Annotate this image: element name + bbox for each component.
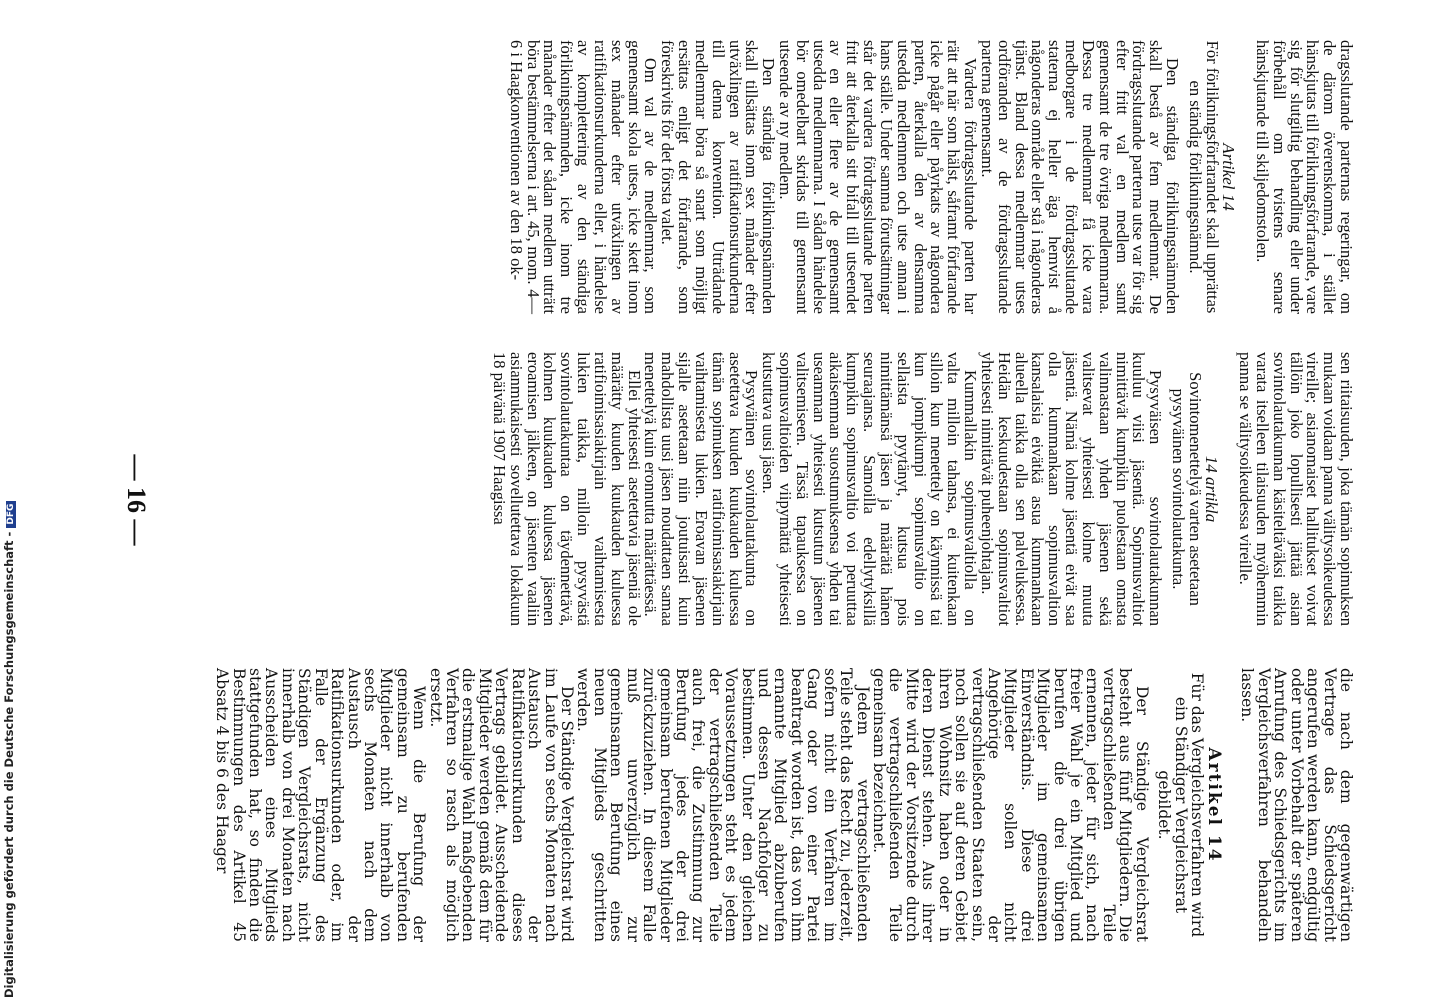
dfg-logo: DFG [6,501,16,528]
article-heading: 14 artikla [1202,455,1222,523]
paragraph: Vardera fördragsslutande parten har rätt att när som hälst, såframt förfarande icke pågår eller påyrkats av någondera parten, återkalla den av densamma utsedda medlemmen och utse annan i hans ställe. Under samma förutsättningar står det vardera fördragsslutande parten fritt att återkalla sitt bifall till utseendet av en eller flere av de gemensamt utsedda medlemmarna. I sådan händelse bör omedelbart skridas till gemensamt utseende av ny medlem. [776,40,981,314]
paragraph: Jedem vertragschließenden Teile steht das Recht zu, jederzeit, sofern nicht ein Verfahren im Gang oder von einer Partei beantragt worden ist, das von ihm ernannte Mitglied abzuberufen und dessen Nachfolger zu bestimmen. Unter den gleichen Voraussetzungen steht es jedem der vertragschließenden Teile auch frei, die Zustimmung zur Berufung jedes der drei gemeinsam berufenen Mitglieder zurückzuziehen. In diesem Falle muß unverzüglich zur gemeinsamen Berufung eines neuen Mitglieds geschritten werden. [574,668,872,942]
article-heading: Artikel 14 [1219,143,1239,211]
paragraph: Ellei yhteisesti asetettavia jäseniä ole määrätty kuuden kuukauden kuluessa ratifioimisasiakirjain vaihtamisesta lukien taikka, milloin pysyvästä sovintolautakuntaa on täydennettävä, kolmen kuukauden kuluessa jäsenen eroamisen jälkeen, on jäsenten vaaliin asianmukaisesti sovellutettava lokakuun 18 päivänä 1907 Haagissa [489,352,644,626]
continuation-text: die nach dem gegenwärtigen Vertrage das Schiedsgericht angerufen werden kann, endgültig oder unter Vorbehalt der späteren Anrufung des Schiedsgerichts im Vergleichsverfahren behandeln lassen. [1238,668,1355,942]
finnish-column [490,352,1354,626]
article-subheading: Für das Vergleichsverfahren wird ein Ständiger Vergleichsrat gebildet. [1155,672,1207,938]
digitization-note [2,0,22,998]
continuation-text: sen riitaisuuden, joka tämän sopimuksen mukaan voidaan panna välitysoikeudessa vireille; asianomaiset hallitukset voivat tällöin joko lopullisesti jättää asian sovintolautakunnan käsiteltäväksi taikka varata itselleen tilaisuuden myöhemmin panna se välitysoikeudessa vireille. [1236,352,1356,626]
paragraph: Den ständiga förlikningsnämnden skall tillsättas inom sex månader efter utväxlingen av ratifikationsurkunderna till denna konvention. Utträdande medlemmar böra så snart som möjligt ersättas enligt det förfarande, som föreskrivits för det första valet. [658,40,779,314]
swedish-column [507,40,1354,314]
article-heading: Artikel 14 [1204,747,1225,863]
paragraph: Der Ständige Vergleichsrat wird im Laufe von sechs Monaten nach Austausch der Ratifikationsurkunden dieses Vertrags gebildet. Ausscheidende Mitglieder werden gemäß dem für die erstmalige Wahl maßgebenden Verfahren so rasch als möglich ersetzt. [426,668,576,942]
paragraph: Pysyväisen sovintolautakunnan kuuluu viisi jäsentä. Sopimusvaltiot nimittävät kumpikin puolestaan omasta valinnastaan yhden jäsenen sekä valitsevat yhteisesti kolme muuta jäsentä. Nämä kolme jäsentä eivät saa olla kummankaan sopimusvaltion kansalaisia eivätkä asua kummankaan alueella taikka olla sen palveluksessa. Heidän keskuudestaan sopimusvaltiot yhteisesti nimittävät puheenjohtajan. [977,352,1166,626]
article-subheading: För förlikningsförfarandet skall upprättas en ständig förlikningsnämnd. [1185,40,1222,314]
german-column [214,668,1354,942]
article-subheading: Sovintomenettelyä varten asetetaan pysyväinen sovintolautakunta. [1169,372,1205,606]
paragraph: Om val av de medlemmar, som gemensamt skola utses, icke skett inom sex månader efter utväxlingen av ratifikationsurkunderna eller, i händelse av komplettering av den ständiga förlikningsnämnden, icke inom tre månader efter det sådan medlem utträtt böra bestämmelserna i art. 45, mom. 4—6 i Haagkonventionen av den 18 ok- [506,40,661,314]
paragraph: Der Ständige Vergleichsrat besteht aus fünf Mitgliedern. Die vertragschließenden Teile ernennen, jeder für sich, nach freier Wahl je ein Mitglied und berufen die drei übrigen Mitglieder im gemeinsamen Einverständnis. Diese drei Mitglieder sollen nicht Angehörige der vertragschließenden Staaten sein, noch sollen sie auf deren Gebiet ihren Wohnsitz haben oder in deren Dienst stehen. Aus ihrer Mitte wird der Vorsitzende durch die vertragschließenden Teile gemeinsam bezeichnet. [870,668,1151,942]
paragraph: Wenn die Berufung der gemeinsam zu berufenden Mitglieder nicht innerhalb von sechs Monaten nach dem Austausch der Ratifikationsurkunden oder, im Falle der Ergänzung des Ständigen Vergleichsrats, nicht innerhalb von drei Monaten nach Ausscheiden eines Mitglieds stattgefunden hat, so finden die Bestimmungen des Artikel 45 Absatz 4 bis 6 des Haager [213,668,429,942]
paragraph: Pysyväinen sovintolautakunta on asetettava kuuden kuukauden kuluessa tämän sopimuksen ratifioimisasiakirjain vaihtamisesta lukien. Eroavan jäsenen sijalle asetetaan niin joutuisasti kuin mahdollista uusi jäsen noudattaen samaa menettelyä kuin eronnutta määrättäessä. [641,352,762,626]
paragraph: Kummallakin sopimusvaltiolla on valta milloin tahansa, ei kuitenkaan silloin kun menettely on käynnissä tai kun jompikumpi sopimusvaltio on sellaista pyytänyt, kutsua pois nimittämänsä jäsen ja määrätä hänen seuraajansa. Samoilla edellytyksillä kumpikin sopimusvaltio voi peruuttaa aikaisemman suostumuksensa yhden tai useamman yhteisesti kutsutun jäsenen valitsemiseen. Tässä tapauksessa on sopimusvaltioiden viipymättä yhteisesti kutsuttava uusi jäsen. [759,352,981,626]
page-number: — 16 — [122,454,151,546]
paragraph: Den ständiga förlikningsnämnden skall bestå av fem medlemmar. De fördragsslutande parterna utse var för sig efter fritt val en medlem samt gemensamt de tre övriga medlemmarna. Dessa tre medlemmar få icke vara medborgare i de fördragsslutande staterna ej heller äga hemvist å någonderas område eller stå i någonderas tjänst. Bland dessa medlemmar utses ordföranden av de fördragsslutande parterna gemensamt. [977,40,1183,314]
continuation-text: dragsslutande parternas regeringar, om de därom överenskomma, i stället hänskjutas till förlikningsförfarande, vare sig för slutgiltig behandling eller under förbehåll om tvistens senare hänskjutande till skiljedomstolen. [1252,40,1356,314]
digitization-note-text: Digitalisierung gefördert durch die Deutsche Forschungsgemeinschaft - [2,531,16,998]
